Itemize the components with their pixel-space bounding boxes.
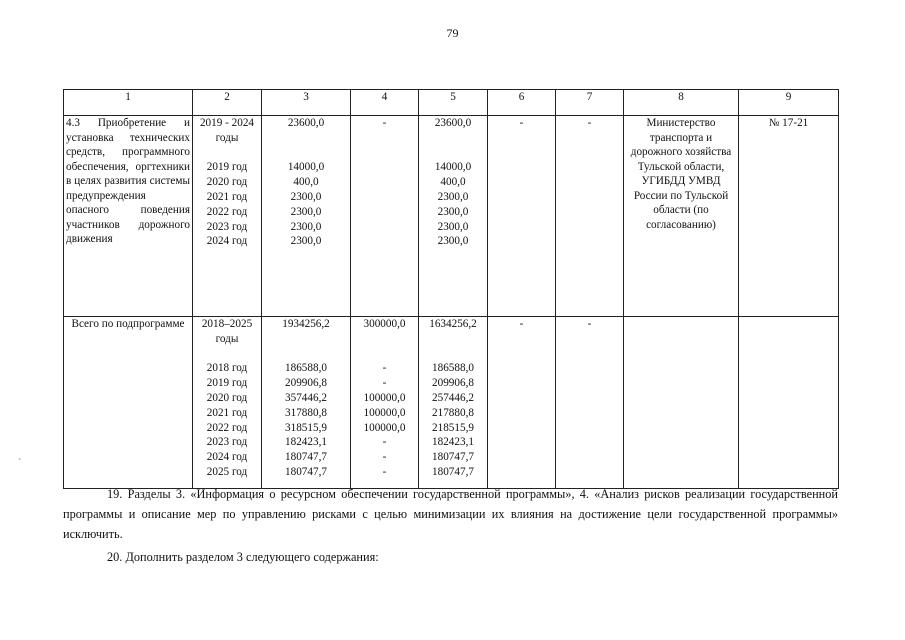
cell-line: 318515,9 <box>285 421 327 434</box>
cell-line: 209906,8 <box>432 377 474 390</box>
cell-line: 2025 год <box>206 465 248 478</box>
cell-line: 186588,0 <box>432 362 474 375</box>
cell-line: 2019 год <box>206 161 248 174</box>
header-cell: 8 <box>624 90 739 116</box>
cell-line: 180747,7 <box>285 451 327 464</box>
cell-line: 2018 год <box>206 362 248 375</box>
cell-line: 2020 год <box>206 391 248 404</box>
cell-line <box>353 332 416 347</box>
cell-line: 23600,0 <box>434 117 472 129</box>
cell-line <box>421 131 485 146</box>
cell-line: 2021 год <box>206 406 248 419</box>
cell-line: 2024 год <box>206 235 248 248</box>
data-table <box>63 89 839 489</box>
paragraph-20: 20. Дополнить разделом 3 следующего содержания: <box>107 550 379 564</box>
page-number: 79 <box>446 26 459 40</box>
cell-line: 182423,1 <box>432 436 474 449</box>
cell-line: 2300,0 <box>437 235 469 248</box>
cell-line: 2019 год <box>206 377 248 390</box>
cell-line: 23600,0 <box>287 117 325 129</box>
cell-line <box>195 347 259 362</box>
cell-line: 300000,0 <box>363 318 406 330</box>
cell-line: 2022 год <box>206 205 248 218</box>
other-sources-cell: - <box>556 317 624 489</box>
local-budget-cell: - <box>488 116 556 317</box>
cell-line: - <box>382 362 387 375</box>
table-row <box>64 116 839 317</box>
cell-line: 100000,0 <box>363 406 406 419</box>
cell-line: - <box>382 465 387 478</box>
cell-line: 100000,0 <box>363 421 406 434</box>
total-funding-cell <box>262 317 351 489</box>
table-row <box>64 317 839 489</box>
cell-line <box>421 347 485 362</box>
cell-line: 357446,2 <box>285 391 327 404</box>
cell-line <box>264 332 348 347</box>
cell-line: 2020 год <box>206 176 248 189</box>
paragraph-19: 19. Разделы 3. «Информация о ресурсном обеспечении государственной программы», 4. «Анализ рисков реализации государственной программы и описание мер по управлению рисками с целью минимизации их влияния на достижение цели государственной программы» исключить. <box>63 487 838 541</box>
cell-line: - <box>382 451 387 464</box>
cell-line: 2019 - 2024 <box>199 117 255 129</box>
total-funding-cell <box>262 116 351 317</box>
cell-line: 1934256,2 <box>282 318 330 330</box>
cell-line <box>264 146 348 161</box>
cell-line: 2023 год <box>206 436 248 449</box>
cell-line: 100000,0 <box>363 391 406 404</box>
header-cell: 2 <box>193 90 262 116</box>
cell-line: 2300,0 <box>290 205 322 218</box>
header-cell: 4 <box>351 90 419 116</box>
period-cell <box>193 116 262 317</box>
cell-line: 217880,8 <box>432 406 474 419</box>
cell-line <box>264 131 348 146</box>
cell-line: 2022 год <box>206 421 248 434</box>
regional-budget-cell <box>419 116 488 317</box>
indicator-link-cell <box>739 317 839 489</box>
cell-line <box>421 332 485 347</box>
margin-mark: ` <box>18 458 22 469</box>
cell-line <box>353 347 416 362</box>
cell-line: 186588,0 <box>285 362 327 375</box>
cell-line: 2300,0 <box>437 220 469 233</box>
period-cell <box>193 317 262 489</box>
cell-line <box>195 146 259 161</box>
header-cell: 7 <box>556 90 624 116</box>
cell-line: 218515,9 <box>432 421 474 434</box>
cell-line: 2021 год <box>206 190 248 203</box>
local-budget-cell: - <box>488 317 556 489</box>
cell-line: 2024 год <box>206 451 248 464</box>
cell-line <box>264 347 348 362</box>
cell-line: 2300,0 <box>290 235 322 248</box>
cell-line: 14000,0 <box>287 161 325 174</box>
cell-line: 180747,7 <box>285 465 327 478</box>
cell-line: 2300,0 <box>290 190 322 203</box>
regional-budget-cell <box>419 317 488 489</box>
cell-line: 180747,7 <box>432 465 474 478</box>
federal-budget-cell <box>351 317 419 489</box>
cell-line: годы <box>215 332 239 345</box>
header-cell: 5 <box>419 90 488 116</box>
measure-name-cell: 4.3 Приобретение и установка технических средств, программного обеспечения, оргтехники в целях развития системы предупреждения опасного поведения участников дорожного движения <box>64 116 193 317</box>
cell-line: годы <box>215 131 239 144</box>
cell-line: 182423,1 <box>285 436 327 449</box>
cell-line: 1634256,2 <box>429 318 477 330</box>
other-sources-cell: - <box>556 116 624 317</box>
cell-line: 257446,2 <box>432 391 474 404</box>
federal-budget-cell <box>351 116 419 317</box>
cell-line: 2300,0 <box>437 190 469 203</box>
cell-line: 14000,0 <box>434 161 472 174</box>
cell-line: 180747,7 <box>432 451 474 464</box>
header-cell: 9 <box>739 90 839 116</box>
cell-line: 400,0 <box>293 176 319 189</box>
cell-line: 317880,8 <box>285 406 327 419</box>
cell-line: 2300,0 <box>437 205 469 218</box>
cell-line: - <box>382 377 387 390</box>
responsible-executor-cell: Министерство транспорта и дорожного хозяйства Тульской области, УГИБДД УМВД России по Тульской области (по согласованию) <box>624 116 739 317</box>
cell-line: - <box>382 117 387 129</box>
cell-line: 2023 год <box>206 220 248 233</box>
cell-line: 2300,0 <box>290 220 322 233</box>
cell-line: 2018–2025 <box>201 318 253 330</box>
indicator-link-cell: № 17-21 <box>739 116 839 317</box>
cell-line <box>421 146 485 161</box>
cell-line: - <box>382 436 387 449</box>
cell-line: 209906,8 <box>285 377 327 390</box>
subprogram-total-label: Всего по подпрограмме <box>64 317 193 489</box>
responsible-executor-cell <box>624 317 739 489</box>
table-header-row <box>64 90 839 116</box>
cell-line: 400,0 <box>440 176 466 189</box>
header-cell: 6 <box>488 90 556 116</box>
header-cell: 3 <box>262 90 351 116</box>
header-cell: 1 <box>64 90 193 116</box>
